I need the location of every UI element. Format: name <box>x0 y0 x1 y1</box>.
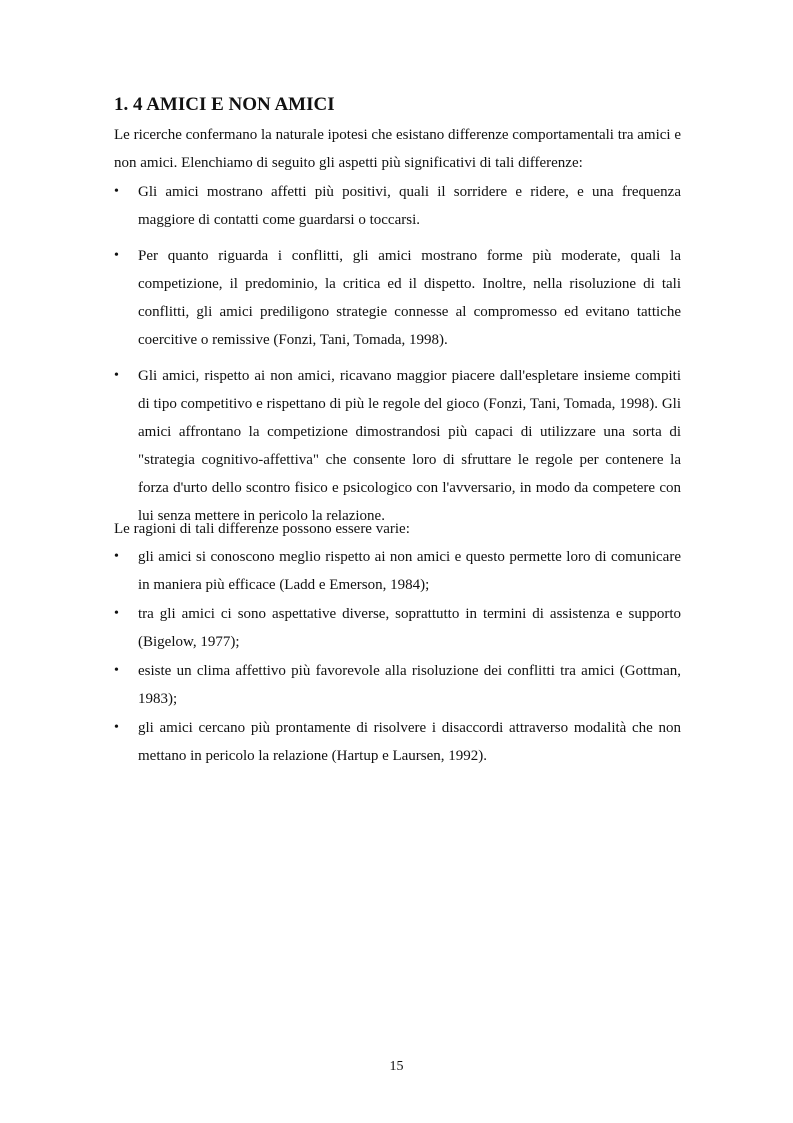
reasons-intro: Le ragioni di tali differenze possono essere varie: <box>114 521 410 537</box>
list-item-text: Gli amici mostrano affetti più positivi, quali il sorridere e ridere, e una frequenza maggiore di contatti come guardarsi o toccarsi. <box>138 184 681 228</box>
intro-paragraph: Le ricerche confermano la naturale ipotesi che esistano differenze comportamentali tra amici e non amici. Elenchiamo di seguito gli aspetti più significativi di tali differenze: <box>114 127 681 171</box>
bullet-icon: • <box>114 720 119 735</box>
list-item-text: Gli amici, rispetto ai non amici, ricavano maggior piacere dall'espletare insieme compiti di tipo competitivo e rispettano di più le regole del gioco (Fonzi, Tani, Tomada, 1998). Gli amici affrontano la competizione dimostrandosi più capaci di utilizzare una sorta di "strategia cognitivo-affettiva" che consente loro di sfruttare le regole per contenere la forza d'urto dello scontro fisico e psicologico con l'avversario, in modo da competere con lui senza mettere in pericolo la relazione. <box>138 368 681 524</box>
section-heading: 1. 4 AMICI E NON AMICI <box>114 94 335 115</box>
list-item <box>114 543 681 599</box>
list-item <box>114 178 681 234</box>
list-item <box>114 362 681 530</box>
bullet-icon: • <box>114 368 119 383</box>
list-item-text: esiste un clima affettivo più favorevole alla risoluzione dei conflitti tra amici (Gottman, 1983); <box>138 663 681 707</box>
bullet-icon: • <box>114 606 119 621</box>
differences-list <box>114 178 681 531</box>
list-item-text: gli amici si conoscono meglio rispetto ai non amici e questo permette loro di comunicare in maniera più efficace (Ladd e Emerson, 1984); <box>138 549 681 593</box>
bullet-icon: • <box>114 549 119 564</box>
bullet-icon: • <box>114 184 119 199</box>
list-item <box>114 242 681 354</box>
bullet-icon: • <box>114 663 119 678</box>
list-item <box>114 600 681 656</box>
list-item-text: tra gli amici ci sono aspettative diverse, soprattutto in termini di assistenza e supporto (Bigelow, 1977); <box>138 606 681 650</box>
page-number: 15 <box>389 1059 404 1074</box>
list-item <box>114 714 681 770</box>
list-item-text: gli amici cercano più prontamente di risolvere i disaccordi attraverso modalità che non mettano in pericolo la relazione (Hartup e Laursen, 1992). <box>138 720 681 764</box>
list-item-text: Per quanto riguarda i conflitti, gli amici mostrano forme più moderate, quali la competizione, il predominio, la critica ed il dispetto. Inoltre, nella risoluzione di tali conflitti, gli amici prediligono strategie connesse al compromesso ed evitano tattiche coercitive o remissive (Fonzi, Tani, Tomada, 1998). <box>138 248 681 348</box>
bullet-icon: • <box>114 248 119 263</box>
reasons-list <box>114 543 681 771</box>
list-item <box>114 657 681 713</box>
